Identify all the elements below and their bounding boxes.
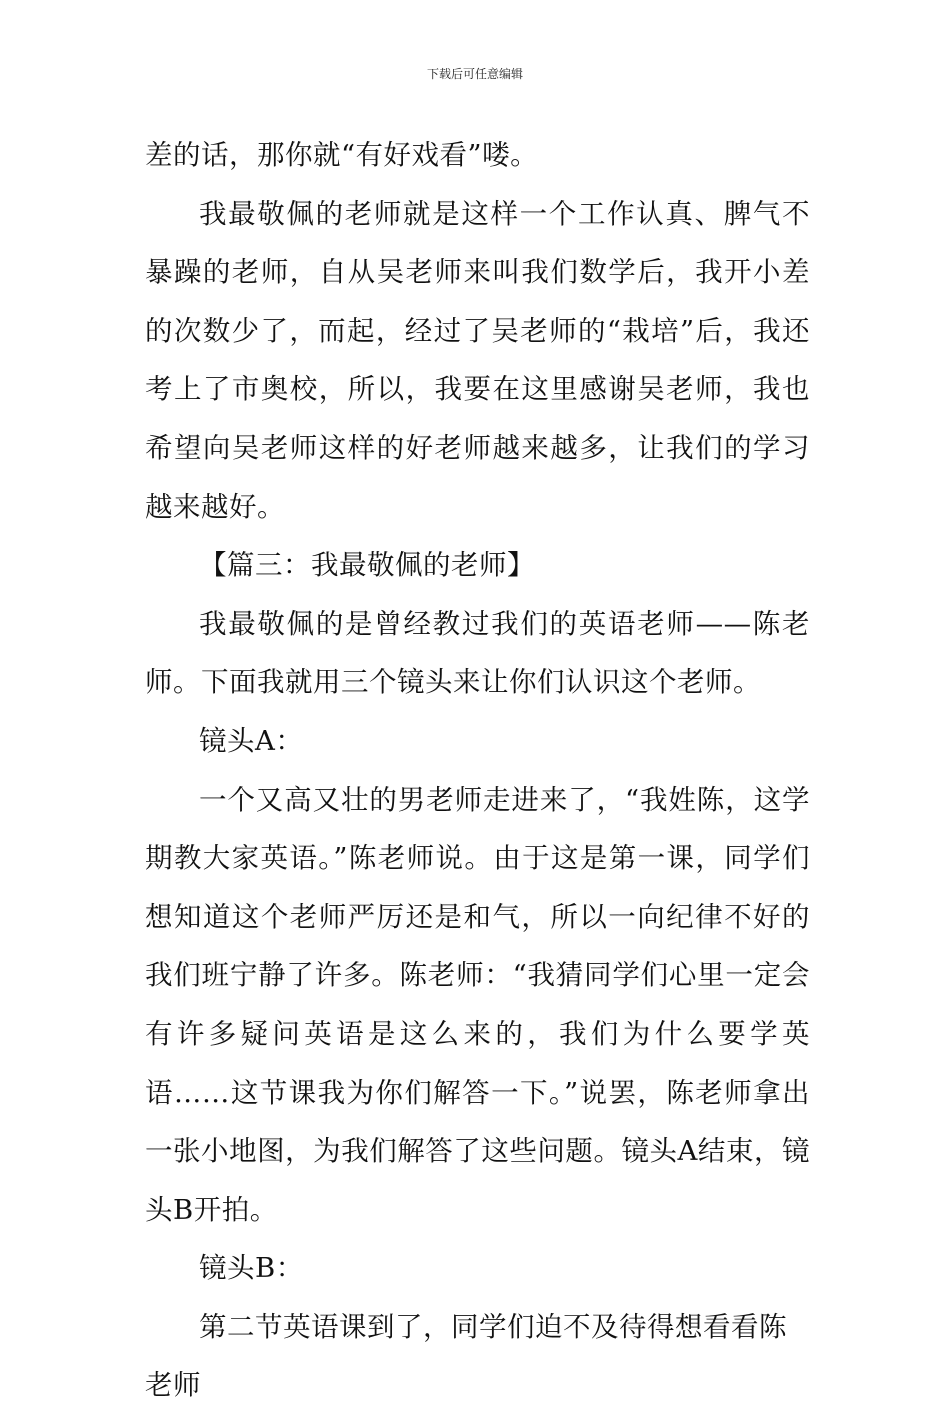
paragraph-scene-b: 第二节英语课到了，同学们迫不及待得想看看陈老师: [145, 1310, 787, 1402]
paragraph-teacher-chen-intro: 我最敬佩的是曾经教过我们的英语老师——陈老师。下面我就用三个镜头来让你们认识这个老师。: [145, 607, 810, 699]
document-body: [145, 126, 810, 1415]
paragraph-teacher-wu: 我最敬佩的老师就是这样一个工作认真、脾气不暴躁的老师，自从吴老师来叫我们数学后，我开小差的次数少了，而起，经过了吴老师的“栽培”后，我还考上了市奥校，所以，我要在这里感谢吴老师，我也希望向吴老师这样的好老师越来越多，让我们的学习越来越好。: [145, 197, 810, 523]
paragraph-continuation: 差的话，那你就“有好戏看”喽。: [145, 139, 539, 171]
scene-b-label: 镜头B：: [199, 1252, 304, 1285]
section-heading: 【篇三：我最敬佩的老师】: [199, 549, 535, 582]
paragraph-scene-a: 一个又高又壮的男老师走进来了，“我姓陈，这学期教大家英语。”陈老师说。由于这是第一课，同学们想知道这个老师严厉还是和气，所以一向纪律不好的我们班宁静了许多。陈老师：“我猜同学们心里一定会有许多疑问英语是这么来的，我们为什么要学英语……这节课我为你们解答一下。”说罢，陈老师拿出一张小地图，为我们解答了这些问题。镜头A结束，镜头B开拍。: [145, 783, 810, 1226]
scene-a-label: 镜头A：: [199, 724, 304, 757]
page-header: 下载后可任意编辑: [426, 67, 523, 81]
